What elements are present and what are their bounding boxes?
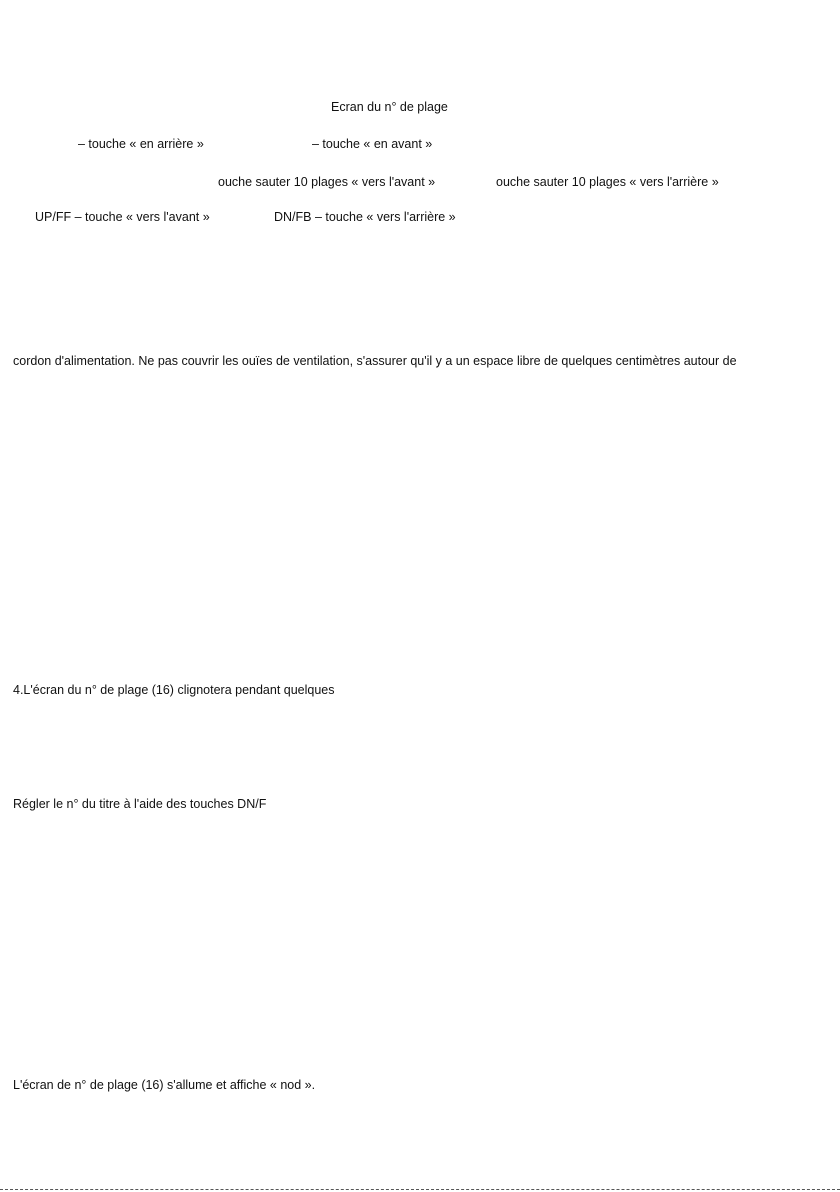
nod-display-text: L'écran de n° de plage (16) s'allume et affiche « nod ».	[13, 1078, 316, 1092]
dn-fb-key-label: DN/FB – touche « vers l'arrière »	[274, 210, 456, 224]
step-4-text: 4.L'écran du n° de plage (16) clignotera pendant quelques	[13, 683, 335, 697]
set-title-text: Régler le n° du titre à l'aide des touches DN/F	[13, 797, 267, 811]
track-number-screen-label: Ecran du n° de plage	[331, 100, 448, 114]
skip10-forward-label: ouche sauter 10 plages « vers l'avant »	[218, 175, 436, 189]
skip10-back-label: ouche sauter 10 plages « vers l'arrière »	[496, 175, 719, 189]
up-ff-key-label: UP/FF – touche « vers l'avant »	[35, 210, 210, 224]
ventilation-paragraph: cordon d'alimentation. Ne pas couvrir les ouïes de ventilation, s'assurer qu'il y a un espace libre de quelques centimètres autour de	[13, 354, 737, 368]
back-key-label: – touche « en arrière »	[78, 137, 204, 151]
page-bottom-divider	[0, 1189, 840, 1190]
forward-key-label: – touche « en avant »	[312, 137, 433, 151]
